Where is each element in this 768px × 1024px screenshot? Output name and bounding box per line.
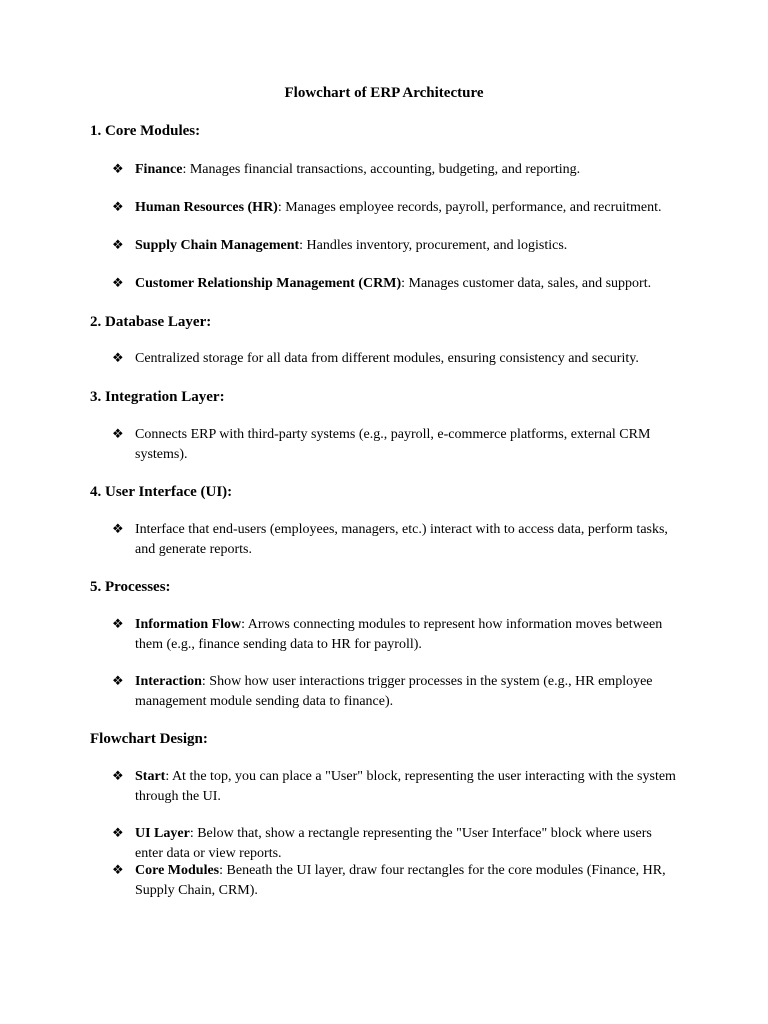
diamond-bullet-icon: ❖ xyxy=(112,351,124,366)
item-term: Information Flow xyxy=(135,617,242,632)
diamond-bullet-icon: ❖ xyxy=(112,617,124,632)
section-heading-core-modules: 1. Core Modules: xyxy=(90,123,201,139)
item-description: Interface that end-users (employees, managers, etc.) interact with to access data, perform tasks, and generate reports. xyxy=(135,522,668,557)
item-term: Core Modules xyxy=(135,863,220,878)
diamond-bullet-icon: ❖ xyxy=(112,769,124,784)
section-heading-processes: 5. Processes: xyxy=(90,579,171,595)
diamond-bullet-icon: ❖ xyxy=(112,674,124,689)
item-description: : Handles inventory, procurement, and logistics. xyxy=(299,238,568,253)
item-description: Centralized storage for all data from different modules, ensuring consistency and security. xyxy=(135,351,639,366)
item-description: : Beneath the UI layer, draw four rectangles for the core modules (Finance, HR, Supply Chain, CRM). xyxy=(135,863,666,898)
item-term: Interaction xyxy=(135,674,202,689)
section-heading-flowchart-design: Flowchart Design: xyxy=(90,731,208,747)
diamond-bullet-icon: ❖ xyxy=(112,522,124,537)
item-description: : Manages financial transactions, accounting, budgeting, and reporting. xyxy=(182,162,581,177)
item-description: Connects ERP with third-party systems (e.g., payroll, e-commerce platforms, external CRM systems). xyxy=(135,427,651,462)
item-term: Human Resources (HR) xyxy=(135,200,278,215)
diamond-bullet-icon: ❖ xyxy=(112,162,124,177)
item-term: Finance xyxy=(135,162,183,177)
document-title: Flowchart of ERP Architecture xyxy=(284,85,484,101)
item-description: : At the top, you can place a "User" block, representing the user interacting with the system through the UI. xyxy=(135,769,676,804)
section-heading-database-layer: 2. Database Layer: xyxy=(90,314,212,330)
item-description: : Show how user interactions trigger processes in the system (e.g., HR employee management module sending data to finance). xyxy=(135,674,653,709)
diamond-bullet-icon: ❖ xyxy=(112,863,124,878)
item-description: : Manages employee records, payroll, performance, and recruitment. xyxy=(277,200,662,215)
item-term: Start xyxy=(135,769,166,784)
section-heading-integration-layer: 3. Integration Layer: xyxy=(90,389,225,405)
item-term: Supply Chain Management xyxy=(135,238,300,253)
item-description: : Arrows connecting modules to represent how information moves between them (e.g., finance sending data to HR for payroll). xyxy=(135,617,663,652)
item-description: : Manages customer data, sales, and support. xyxy=(401,276,652,291)
section-heading-user-interface: 4. User Interface (UI): xyxy=(90,484,233,500)
diamond-bullet-icon: ❖ xyxy=(112,826,124,841)
item-term: UI Layer xyxy=(135,826,190,841)
diamond-bullet-icon: ❖ xyxy=(112,276,124,291)
diamond-bullet-icon: ❖ xyxy=(112,427,124,442)
item-term: Customer Relationship Management (CRM) xyxy=(135,276,402,291)
diamond-bullet-icon: ❖ xyxy=(112,200,124,215)
item-description: : Below that, show a rectangle representing the "User Interface" block where users enter data or view reports. xyxy=(135,826,652,861)
diamond-bullet-icon: ❖ xyxy=(112,238,124,253)
